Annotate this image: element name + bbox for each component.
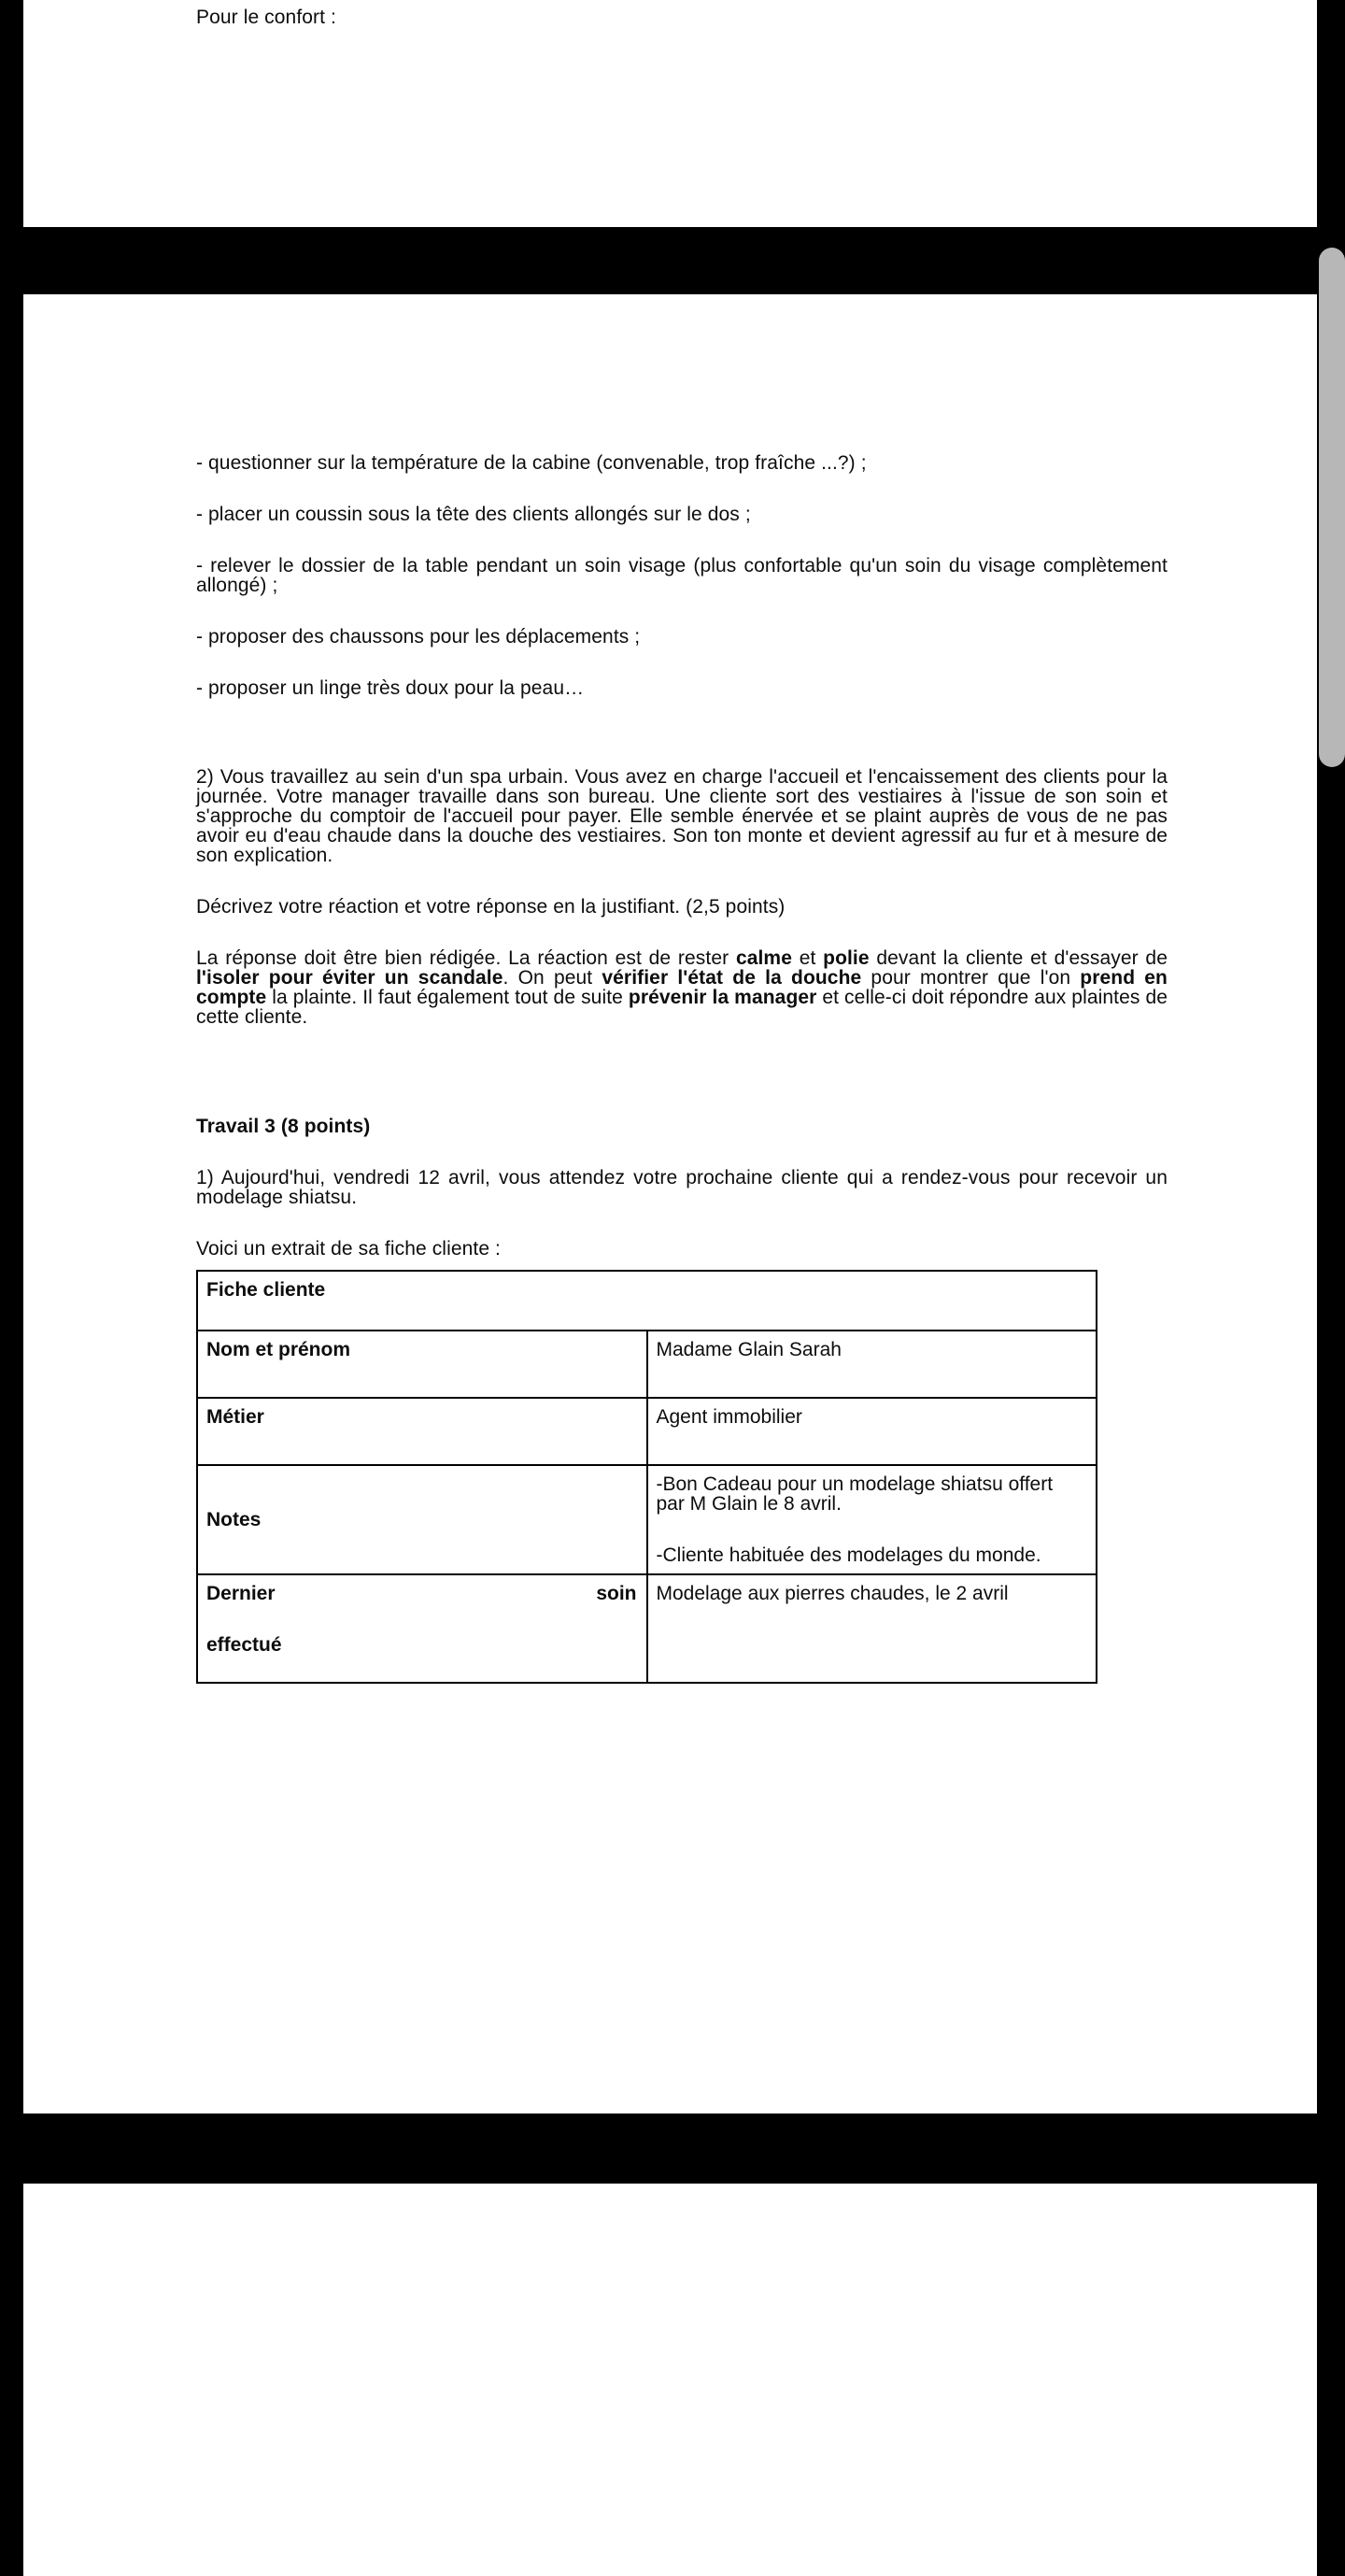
- question-two-instruction: Décrivez votre réaction et votre réponse en la justifiant. (2,5 points): [196, 896, 786, 918]
- fiche-header-cell: [197, 1271, 1097, 1331]
- section-spacer: [196, 730, 1168, 767]
- answer-emphasis: l'isoler pour éviter un scandale: [196, 967, 503, 989]
- table-row: [197, 1574, 1097, 1683]
- row-value-dernier-soin: [647, 1574, 1097, 1683]
- table-row: [197, 1271, 1097, 1331]
- document-page-2: [23, 294, 1317, 2113]
- vertical-scrollbar-thumb[interactable]: [1319, 248, 1345, 767]
- note-line: -Bon Cadeau pour un modelage shiatsu offert par M Glain le 8 avril.: [656, 1473, 1054, 1515]
- row-value-text: Madame Glain Sarah: [656, 1339, 842, 1360]
- comfort-list-item: - placer un coussin sous la tête des clients allongés sur le dos ;: [196, 504, 751, 525]
- row-label-text: Notes: [206, 1509, 262, 1530]
- travail-three-question-one: 1) Aujourd'hui, vendredi 12 avril, vous attendez votre prochaine cliente qui a rendez-vous pour recevoir un modelage shiatsu.: [196, 1167, 1168, 1208]
- answer-emphasis: calme: [735, 947, 792, 969]
- answer-text: La réponse doit être bien rédigée. La réaction est de rester: [196, 947, 736, 969]
- row-value-notes: [647, 1465, 1097, 1574]
- row-label-text: Métier: [206, 1406, 264, 1428]
- comfort-list-item: - proposer des chaussons pour les déplacements ;: [196, 626, 641, 648]
- table-row: [197, 1398, 1097, 1465]
- row-label-dernier-soin: [197, 1574, 647, 1683]
- row-label-text-part-three: effectué: [206, 1634, 282, 1656]
- answer-text: la plainte. Il faut également tout de suite: [266, 987, 629, 1008]
- answer-emphasis: vérifier l'état de la douche: [602, 967, 862, 989]
- question-two-statement: 2) Vous travaillez au sein d'un spa urbain. Vous avez en charge l'accueil et l'encaissement des clients pour la journée. Votre manager travaille dans son bureau. Une cliente sort des vestiaires à l'issue de son soin et s'approche du comptoir de l'accueil pour payer. Elle semble énervée et se plaint auprès de vous de ne pas avoir eu d'eau chaude dans la douche des vestiaires. Son ton monte et devient agressif au fur et à mesure de son explication.: [196, 766, 1168, 866]
- fiche-cliente-table: [196, 1270, 1097, 1684]
- answer-text: et: [791, 947, 824, 969]
- row-label-metier: [197, 1398, 647, 1465]
- answer-text: . On peut: [503, 967, 602, 989]
- row-value-text: Modelage aux pierres chaudes, le 2 avril: [656, 1583, 1009, 1604]
- section-spacer: [196, 1059, 1168, 1117]
- row-label-text: Nom et prénom: [206, 1339, 351, 1360]
- answer-text: devant la cliente et d'essayer de: [869, 947, 1168, 969]
- comfort-list-item: - proposer un linge très doux pour la peau…: [196, 677, 585, 699]
- answer-emphasis: prend en compte: [196, 967, 1168, 1008]
- row-value-nom: [647, 1331, 1097, 1398]
- travail-three-block: [196, 1117, 1168, 1684]
- answer-text: et celle-ci doit répondre aux plaintes de cette cliente.: [196, 987, 1168, 1028]
- row-value-text: Agent immobilier: [656, 1406, 802, 1428]
- row-label-line-one: [206, 1584, 637, 1603]
- page1-heading: Pour le confort :: [196, 7, 336, 28]
- vertical-scrollbar-track[interactable]: [1317, 0, 1345, 2392]
- answer-emphasis: polie: [823, 947, 870, 969]
- row-label-text-part-one: Dernier: [206, 1583, 276, 1604]
- question-two-answer: [196, 948, 1168, 1027]
- table-row: [197, 1331, 1097, 1398]
- travail-three-table-intro: Voici un extrait de sa fiche cliente :: [196, 1238, 501, 1260]
- answer-emphasis: prévenir la manager: [628, 987, 817, 1008]
- row-label-text-part-two: soin: [596, 1583, 637, 1604]
- row-value-metier: [647, 1398, 1097, 1465]
- question-two-block: [196, 767, 1168, 1027]
- document-page-1: [23, 0, 1317, 227]
- row-label-nom: [197, 1331, 647, 1398]
- row-label-notes: [197, 1465, 647, 1574]
- comfort-list: [196, 453, 1168, 698]
- fiche-header-label: Fiche cliente: [206, 1279, 326, 1301]
- table-row: [197, 1465, 1097, 1574]
- comfort-list-item: - questionner sur la température de la cabine (convenable, trop fraîche ...?) ;: [196, 452, 867, 474]
- travail-three-title: Travail 3 (8 points): [196, 1116, 371, 1137]
- comfort-list-item: - relever le dossier de la table pendant un soin visage (plus confortable qu'un soin du visage complètement allongé) ;: [196, 555, 1168, 596]
- answer-text: pour montrer que l'on: [861, 967, 1081, 989]
- document-page-3: [23, 2184, 1317, 2576]
- note-line: -Cliente habituée des modelages du monde.: [656, 1544, 1041, 1566]
